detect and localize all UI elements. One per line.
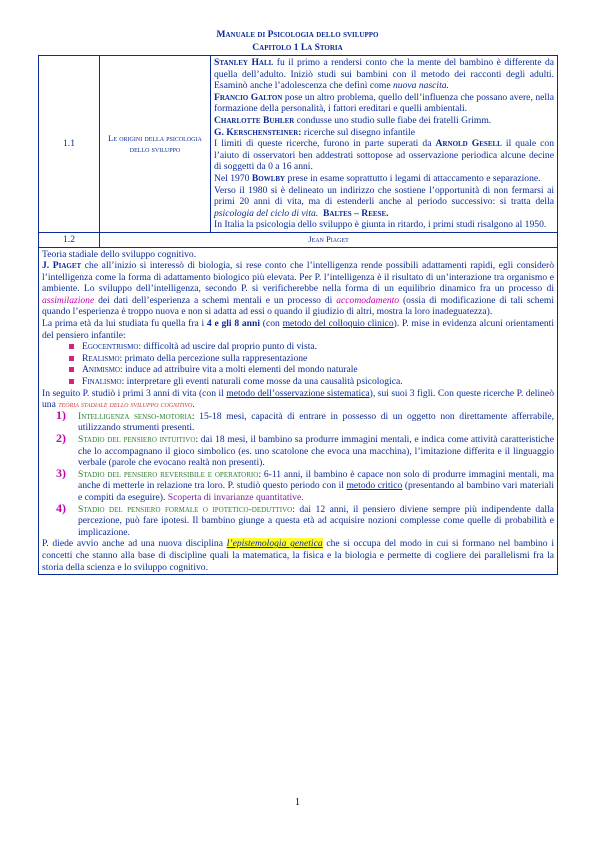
text: (ossia di modificazione di tali schemi quando l’esperienza è troppo nuova e non si adatta ad essi o quando il giudizio di altri, mostra la loro inadeguatezza).: [42, 294, 554, 318]
term: Animismo: [82, 364, 121, 376]
text: prese in esame soprattutto i legami di attaccamento e separazione.: [285, 172, 541, 184]
text: : 15-18 mesi, capacità di entrare in possesso di un oggetto non direttamente afferrabile, utilizzando strumenti presenti.: [78, 410, 554, 434]
text: : interpretare gli eventi naturali come mosse da una causalità psicologica.: [121, 376, 403, 388]
paragraph: [214, 115, 554, 127]
text: il quale con l’aiuto di osservatori ben addestrati sottopose ad osservazione periodica alcune decine di soggetti da 0 a 16 anni.: [214, 138, 554, 173]
table-row: [39, 247, 558, 575]
list-item: [82, 376, 554, 388]
text: .: [192, 399, 195, 411]
author-name: G. Kerschensteiner:: [214, 126, 302, 138]
paragraph: [214, 138, 554, 173]
text: I limiti di queste ricerche, furono in parte superati da: [214, 138, 436, 150]
list-item: [82, 341, 554, 353]
text: (con: [260, 318, 283, 330]
document-title: Manuale di Psicologia dello sviluppo: [216, 30, 379, 40]
author-name: Bowlby: [251, 172, 286, 184]
text: condusse uno studio sulle fiabe dei fratelli Grimm.: [294, 114, 492, 126]
method: metodo del colloquio clinico: [282, 318, 394, 330]
term: Stadio del pensiero reversibile e operatorio: [78, 468, 259, 480]
paragraph: [214, 92, 554, 115]
text: : dai 18 mesi, il bambino sa produrre immagini mentali, e indica come attività caratteristiche che lo accompagnano il gioco simbolico (es. uno scatolone che evoca una macchina), l’imitazione differita e il linguaggio verbale (parole che evocano realtà non presenti).: [78, 434, 554, 469]
text: che all’inizio si interessò di biologia, si rese conto che l’intelligenza rende possibili adattamenti rapidi, egli considerò l’intelligenza come la forma di adattamento biologico più elevata. Per P. l’intelligenza è il risultato di un’interazione tra organismo e ambiente. Lo sviluppo dell’intelligenza, secondo P. si verificherebbe nella forma di un equilibrio dinamico fra un processo di: [42, 260, 554, 295]
author-name: Charlotte Buhler: [214, 114, 295, 126]
list-item: [56, 431, 554, 469]
text: ), sui suoi 3 figli. Con queste ricerche P. delineò una: [42, 387, 554, 411]
chapter-title: Capitolo 1 La Storia: [252, 43, 343, 53]
paragraph: [42, 538, 554, 573]
section-content: [211, 56, 558, 233]
stage-number: 4): [56, 500, 66, 515]
text: La prima età da lui studiata fu quella fra i: [42, 318, 207, 330]
stage-number: 3): [56, 465, 66, 480]
text: Nel 1970: [214, 172, 252, 184]
text: fu il primo a rendersi conto che la mente del bambino è differente da quella dell’adulto. Iniziò studi sui bambini con il metodo dei racconti degli adulti. Esaminò anche l’adolescenza che definì come: [214, 57, 555, 92]
list-item: [56, 407, 554, 434]
author-name: J. Piaget: [42, 260, 82, 272]
page-number: 1: [295, 797, 300, 808]
section-title: Jean Piaget: [100, 232, 558, 247]
term: psicologia del ciclo di vita.: [214, 207, 319, 219]
paragraph: [214, 127, 554, 139]
text: : difficoltà ad uscire dal proprio punto di vista.: [138, 341, 318, 353]
author-name: Arnold Gesell: [435, 138, 502, 150]
text: Verso il 1980 si è delineato un indirizzo che sostiene l’opportunità di non fermarsi ai primi 20 anni di vita, ma di estenderli anche al periodo successivo: si tratta della: [214, 184, 554, 208]
term: accomodamento: [336, 294, 400, 306]
text: ricerche sul disegno infantile: [301, 126, 415, 138]
text: : primato della percezione sulla rappresentazione: [119, 352, 308, 364]
text: dei dati dell’esperienza a schemi mentali e un processo di: [94, 294, 337, 306]
bold-text: 4 e gli 8 anni: [206, 318, 261, 330]
stage-number: 1): [56, 407, 66, 422]
section-number: 1.2: [39, 232, 100, 247]
term: Intelligenza senso-motoria: [78, 410, 192, 422]
term: l’epistemologia genetica: [226, 538, 323, 550]
term: Stadio del pensiero formale o ipotetico-deduttivo: [78, 503, 293, 515]
paragraph: [214, 185, 554, 220]
text: che si occupa del modo in cui si formano nel bambino i concetti che stanno alla base di discipline quali la matematica, la fisica e la biologia e permette di cogliere dei parallelismi fra la storia della scienza e lo sviluppo cognitivo.: [42, 538, 554, 573]
list-item: [82, 364, 554, 376]
paragraph: Teoria stadiale dello sviluppo cognitivo.: [42, 248, 197, 260]
paragraph: [214, 173, 554, 185]
paragraph: [42, 318, 554, 341]
orientations-list: [42, 341, 554, 387]
text: pose un altro problema, quello dell’influenza che possano avere, nella formazione della personalità, i fattori ereditari e quelli ambientali.: [214, 91, 554, 115]
method: metodo critico: [346, 480, 403, 492]
term: Stadio del pensiero intuitivo: [78, 434, 196, 445]
list-item: [56, 500, 555, 539]
list-item: [82, 353, 554, 365]
section-title: Le origini della psicologia dello sviluppo: [100, 56, 211, 233]
text: : dai 12 anni, il pensiero diviene sempre più indipendente dalla percezione, può fare ipotesi. Il bambino giunge a questa età ad acquisire nozioni complesse come quelle di probabilità e implicazione.: [78, 503, 555, 538]
paragraph: [214, 57, 554, 92]
paragraph: [42, 260, 554, 318]
text: : induce ad attribuire vita a molti elementi del mondo naturale: [120, 364, 358, 376]
paragraph: [42, 388, 554, 411]
paragraph: In Italia la psicologia dello sviluppo è giunta in ritardo, i primi studi risalgono al 1950.: [214, 219, 547, 231]
author-name: Stanley Hall: [214, 57, 274, 68]
list-item: [56, 465, 555, 504]
author-name: Francio Galton: [214, 91, 283, 103]
stage-number: 2): [56, 431, 66, 445]
author-name: Baltes – Reese.: [322, 207, 389, 219]
text: P. diede avvio anche ad una nuova disciplina: [42, 538, 227, 550]
term: Finalismo: [82, 376, 122, 388]
stages-list: [42, 407, 555, 539]
term: assimilazione: [42, 294, 95, 306]
section-number: 1.1: [39, 56, 100, 233]
method: metodo dell’osservazione sistematica: [226, 387, 370, 399]
table-row: [39, 232, 558, 247]
text: In seguito P. studiò i primi 3 anni di vita (con il: [42, 387, 227, 399]
text: ). P. mise in evidenza alcuni orientamenti del pensiero infantile:: [42, 318, 555, 341]
text: Scoperta di invarianze quantitative.: [167, 491, 304, 503]
text: : 6-11 anni, il bambino è capace non solo di produrre immagini mentali, ma anche di metterle in relazione tra loro. P. studiò questo periodo con il: [78, 468, 555, 492]
text: (presentando al bambino vari materiali e compiti da eseguire).: [78, 480, 555, 503]
term: teoria stadiale dello sviluppo cognitivo: [58, 400, 193, 410]
term: Egocentrismo: [82, 341, 139, 353]
table-row: [39, 56, 558, 233]
term: Realismo: [82, 352, 120, 364]
section-content: [39, 247, 558, 575]
content-table: [38, 55, 558, 575]
term: nuova nascita.: [393, 80, 449, 92]
